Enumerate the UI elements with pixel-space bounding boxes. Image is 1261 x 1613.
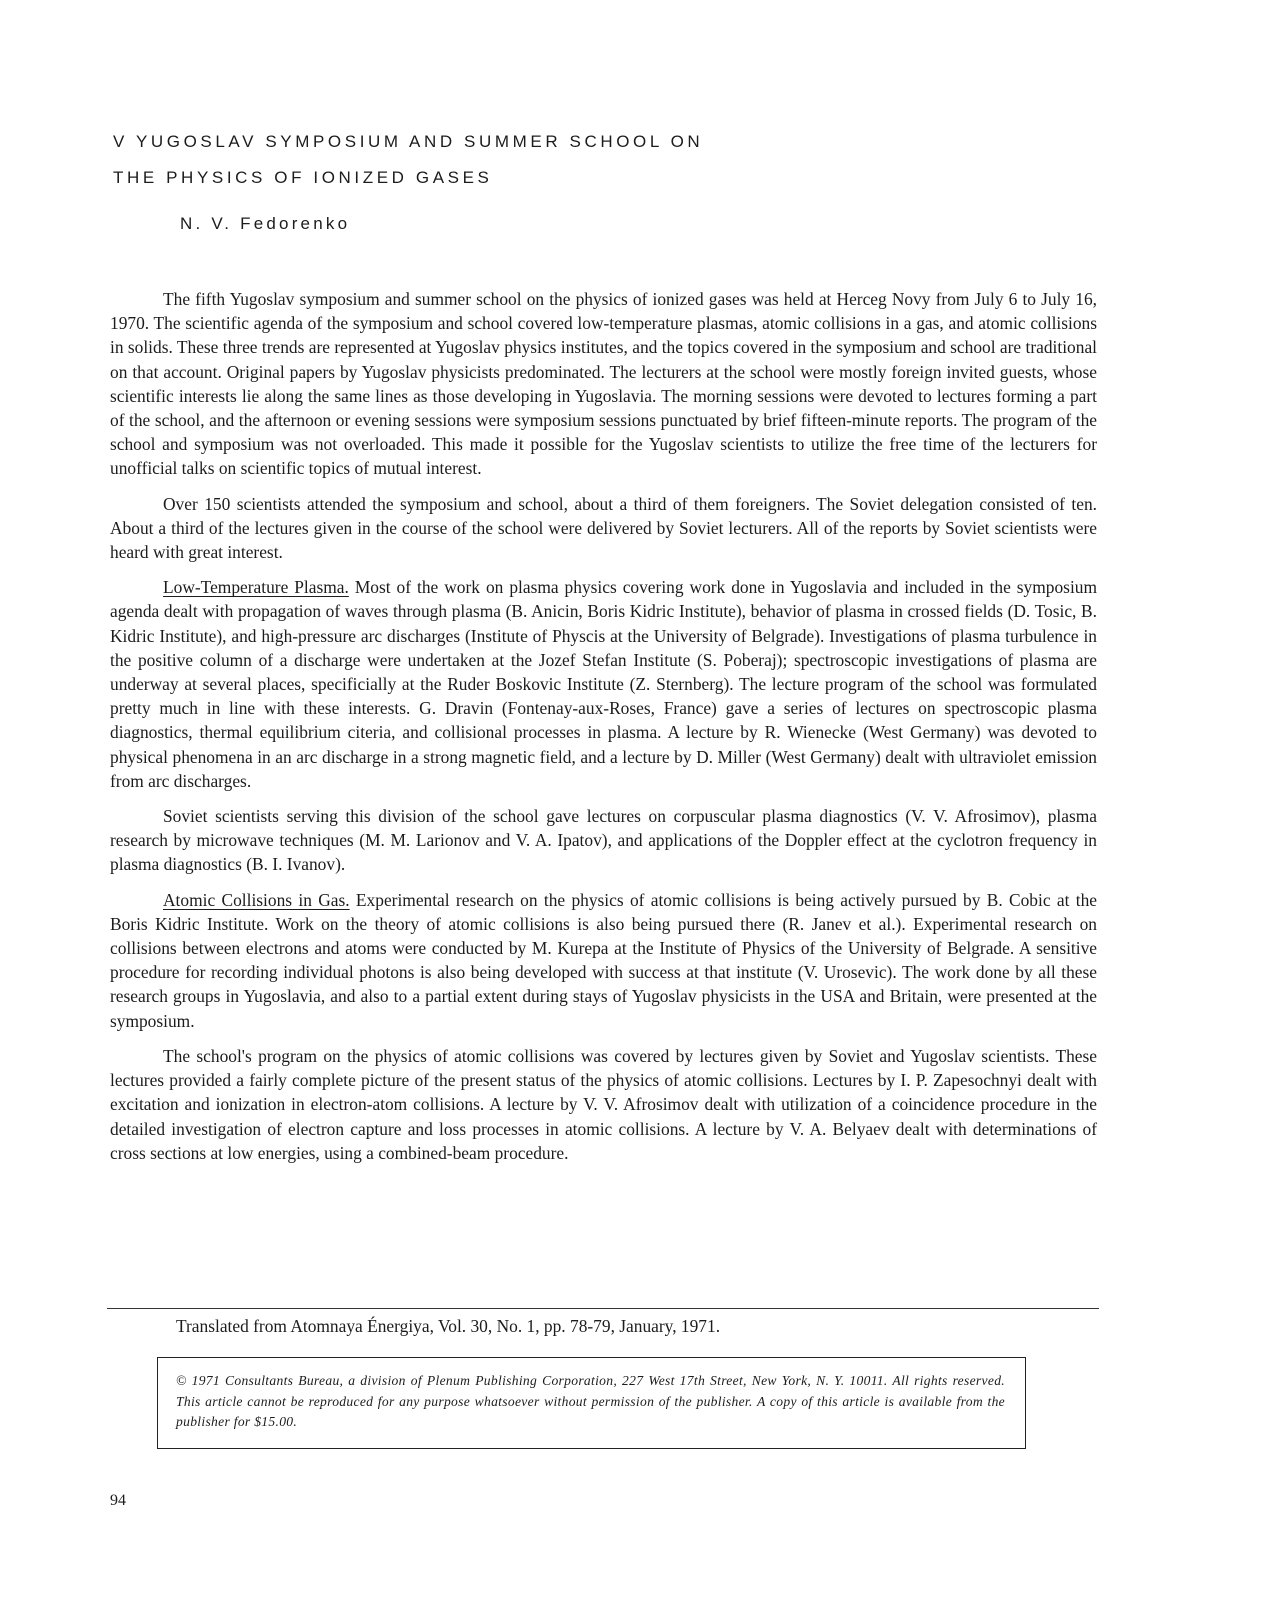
paragraph-5 <box>110 888 1097 1033</box>
paragraph-5-text: Experimental research on the physics of atomic collisions is being actively pursued by B. Cobic at the Boris Kidric Institute. Work on the theory of atomic collisions is also being pursued there (R. Janev et al.). Experimental research on collisions between electrons and atoms were conducted by M. Kurepa at the Institute of Physics of the University of Belgrade. A sensitive procedure for recording individual photons is also being developed with success at that institute (V. Urosevic). The work done by all these research groups in Yugoslavia, and also to a partial extent during stays of Yugoslav physicists in the USA and Britain, were presented at the symposium. <box>110 889 1097 1031</box>
section-heading-atomic-collisions: Atomic Collisions in Gas. <box>163 889 350 910</box>
title-line-2: THE PHYSICS OF IONIZED GASES <box>113 168 493 187</box>
copyright-box <box>157 1357 1026 1449</box>
footnote-divider <box>107 1308 1099 1309</box>
section-heading-low-temperature-plasma: Low-Temperature Plasma. <box>163 577 349 598</box>
author: N. V. Fedorenko <box>180 214 351 233</box>
paragraph-4: Soviet scientists serving this division of the school gave lectures on corpuscular plasma diagnostics (V. V. Afrosimov), plasma research by microwave techniques (M. M. Larionov and V. A. Ipatov), and applications of the Doppler effect at the cyclotron frequency in plasma diagnostics (B. I. Ivanov). <box>110 806 1097 875</box>
paragraph-2: Over 150 scientists attended the symposium and school, about a third of them foreigners. The Soviet delegation consisted of ten. About a third of the lectures given in the course of the school were delivered by Soviet lecturers. All of the reports by Soviet scientists were heard with great interest. <box>110 493 1097 563</box>
title-line-1: V YUGOSLAV SYMPOSIUM AND SUMMER SCHOOL ON <box>113 132 704 151</box>
copyright-notice: © 1971 Consultants Bureau, a division of Plenum Publishing Corporation, 227 West 17th Street, New York, N. Y. 10011. All rights reserved. This article cannot be reproduced for any purpose whatsoever without permission of the publisher. A copy of this article is available from the publisher for $15.00. <box>176 1373 1005 1429</box>
article-body <box>110 287 1097 1176</box>
translation-note: Translated from Atomnaya Énergiya, Vol. 30, No. 1, pp. 78-79, January, 1971. <box>176 1316 721 1336</box>
paragraph-3-text: Most of the work on plasma physics covering work done in Yugoslavia and included in the symposium agenda dealt with propagation of waves through plasma (B. Anicin, Boris Kidric Institute), behavior of plasma in crossed fields (D. Tosic, B. Kidric Institute), and high-pressure arc discharges (Institute of Physcis at the University of Belgrade). Investigations of plasma turbulence in the positive column of a discharge were undertaken at the Jozef Stefan Institute (S. Poberaj); spectroscopic investigations of plasma are underway at several places, specificially at the Ruder Boskovic Institute (Z. Sternberg). The lecture program of the school was formulated pretty much in line with these interests. G. Dravin (Fontenay-aux-Roses, France) gave a series of lectures on spectroscopic plasma diagnostics, thermal equilibrium citeria, and collisional processes in plasma. A lecture by R. Wienecke (West Germany) was devoted to physical phenomena in an arc discharge in a strong magnetic field, and a lecture by D. Miller (West Germany) dealt with ultraviolet emission from arc discharges. <box>110 577 1097 791</box>
paragraph-3 <box>110 575 1097 793</box>
paragraph-6: The school's program on the physics of atomic collisions was covered by lectures given by Soviet and Yugoslav scientists. These lectures provided a fairly complete picture of the present status of the physics of atomic collisions. Lectures by I. P. Zapesochnyi dealt with excitation and ionization in electron-atom collisions. A lecture by V. V. Afrosimov dealt with utilization of a coincidence procedure in the detailed investigation of electron capture and loss processes in atomic collisions. A lecture by V. A. Belyaev dealt with determinations of cross sections at low energies, using a combined-beam procedure. <box>110 1045 1097 1163</box>
page-number: 94 <box>110 1492 126 1509</box>
paragraph-1: The fifth Yugoslav symposium and summer school on the physics of ionized gases was held at Herceg Novy from July 6 to July 16, 1970. The scientific agenda of the symposium and school covered low-temperature plasmas, atomic collisions in a gas, and atomic collisions in solids. These three trends are represented at Yugoslav physics institutes, and the topics covered in the symposium and school are traditional on that account. Original papers by Yugoslav physicists predominated. The lecturers at the school were mostly foreign invited guests, whose scientific interests lie along the same lines as those developing in Yugoslavia. The morning sessions were devoted to lectures forming a part of the school, and the afternoon or evening sessions were symposium sessions punctuated by brief fifteen-minute reports. The program of the school and symposium was not overloaded. This made it possible for the Yugoslav scientists to utilize the free time of the lecturers for unofficial talks on scientific topics of mutual interest. <box>110 289 1097 479</box>
